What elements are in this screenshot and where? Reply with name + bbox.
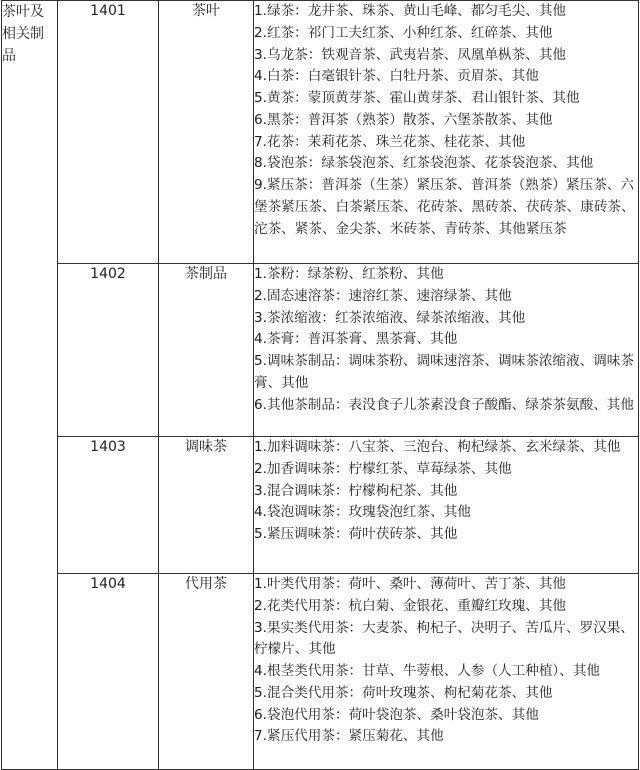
list-item: 5.黄茶：蒙顶黄芽茶、霍山黄芽茶、君山银针茶、其他	[254, 90, 580, 106]
table-row	[2, 1, 639, 264]
list-item: 4.茶膏：普洱茶膏、黑茶膏、其他	[254, 331, 458, 348]
group-code: 1402	[58, 264, 159, 437]
category-cell: 茶叶及相关制品	[2, 1, 58, 770]
list-item: 3.茶浓缩液：红茶浓缩液、绿茶浓缩液、其他	[254, 309, 526, 326]
list-item: 1.茶粉：绿茶粉、红茶粉、其他	[254, 266, 444, 282]
table-row	[2, 437, 639, 574]
table-row	[2, 264, 639, 437]
list-item: 1.加料调味茶：八宝茶、三泡台、枸杞绿茶、玄米绿茶、其他	[254, 439, 621, 455]
list-item: 2.花类代用茶：杭白菊、金银花、重瓣红玫瑰、其他	[254, 597, 567, 614]
list-item: 4.袋泡调味茶：玫瑰袋泡红茶、其他	[254, 504, 471, 521]
list-item: 4.根茎类代用茶：甘草、牛蒡根、人参（人工种植）、其他	[254, 663, 601, 679]
list-item: 4.白茶：白毫银针茶、白牡丹茶、贡眉茶、其他	[254, 68, 539, 85]
list-item: 5.调味茶制品：调味茶粉、调味速溶茶、调味茶浓缩液、调味茶膏、其他	[254, 353, 634, 391]
group-code: 1404	[58, 574, 159, 770]
group-name: 调味茶	[159, 437, 254, 574]
group-items	[254, 574, 639, 770]
group-name: 茶制品	[159, 264, 254, 437]
list-item: 3.混合调味茶：柠檬枸杞茶、其他	[254, 482, 458, 499]
group-code: 1403	[58, 437, 159, 574]
list-item: 7.紧压代用茶：紧压菊花、其他	[254, 728, 444, 745]
list-item: 3.乌龙茶：铁观音茶、武夷岩茶、凤凰单枞茶、其他	[254, 46, 567, 63]
group-code: 1401	[58, 1, 159, 264]
list-item: 8.袋泡茶：绿茶袋泡茶、红茶袋泡茶、花茶袋泡茶、其他	[254, 155, 594, 172]
group-name: 代用茶	[159, 574, 254, 770]
list-item: 5.紧压调味茶：荷叶茯砖茶、其他	[254, 526, 458, 542]
group-items	[254, 1, 639, 264]
list-item: 2.红茶：祁门工夫红茶、小种红茶、红碎茶、其他	[254, 24, 553, 41]
food-category-table	[1, 0, 639, 770]
list-item: 3.果实类代用茶：大麦茶、枸杞子、决明子、苦瓜片、罗汉果、柠檬片、其他	[254, 619, 634, 658]
group-name: 茶叶	[159, 1, 254, 264]
list-item: 7.花茶：茉莉花茶、珠兰花茶、桂花茶、其他	[254, 133, 526, 150]
group-items	[254, 437, 639, 574]
table-row	[2, 574, 639, 770]
list-item: 9.紧压茶：普洱茶（生茶）紧压茶、普洱茶（熟茶）紧压茶、六堡茶紧压茶、白茶紧压茶、花砖茶、黑砖茶、茯砖茶、康砖茶、沱茶、紧茶、金尖茶、米砖茶、青砖茶、其他紧压茶	[254, 177, 635, 237]
list-item: 1.绿茶：龙井茶、珠茶、黄山毛峰、都匀毛尖、其他	[254, 3, 567, 19]
list-item: 1.叶类代用茶：荷叶、桑叶、薄荷叶、苦丁茶、其他	[254, 576, 567, 592]
list-item: 5.混合类代用茶：荷叶玫瑰茶、枸杞菊花茶、其他	[254, 684, 553, 701]
list-item: 2.加香调味茶：柠檬红茶、草莓绿茶、其他	[254, 460, 512, 477]
list-item: 6.其他茶制品：表没食子儿茶素没食子酸酯、绿茶茶氨酸、其他	[254, 396, 634, 413]
list-item: 2.固态速溶茶：速溶红茶、速溶绿茶、其他	[254, 287, 512, 304]
list-item: 6.袋泡代用茶：荷叶袋泡茶、桑叶袋泡茶、其他	[254, 706, 539, 723]
group-items	[254, 264, 639, 437]
list-item: 6.黑茶：普洱茶（熟茶）散茶、六堡茶散茶、其他	[254, 111, 553, 128]
